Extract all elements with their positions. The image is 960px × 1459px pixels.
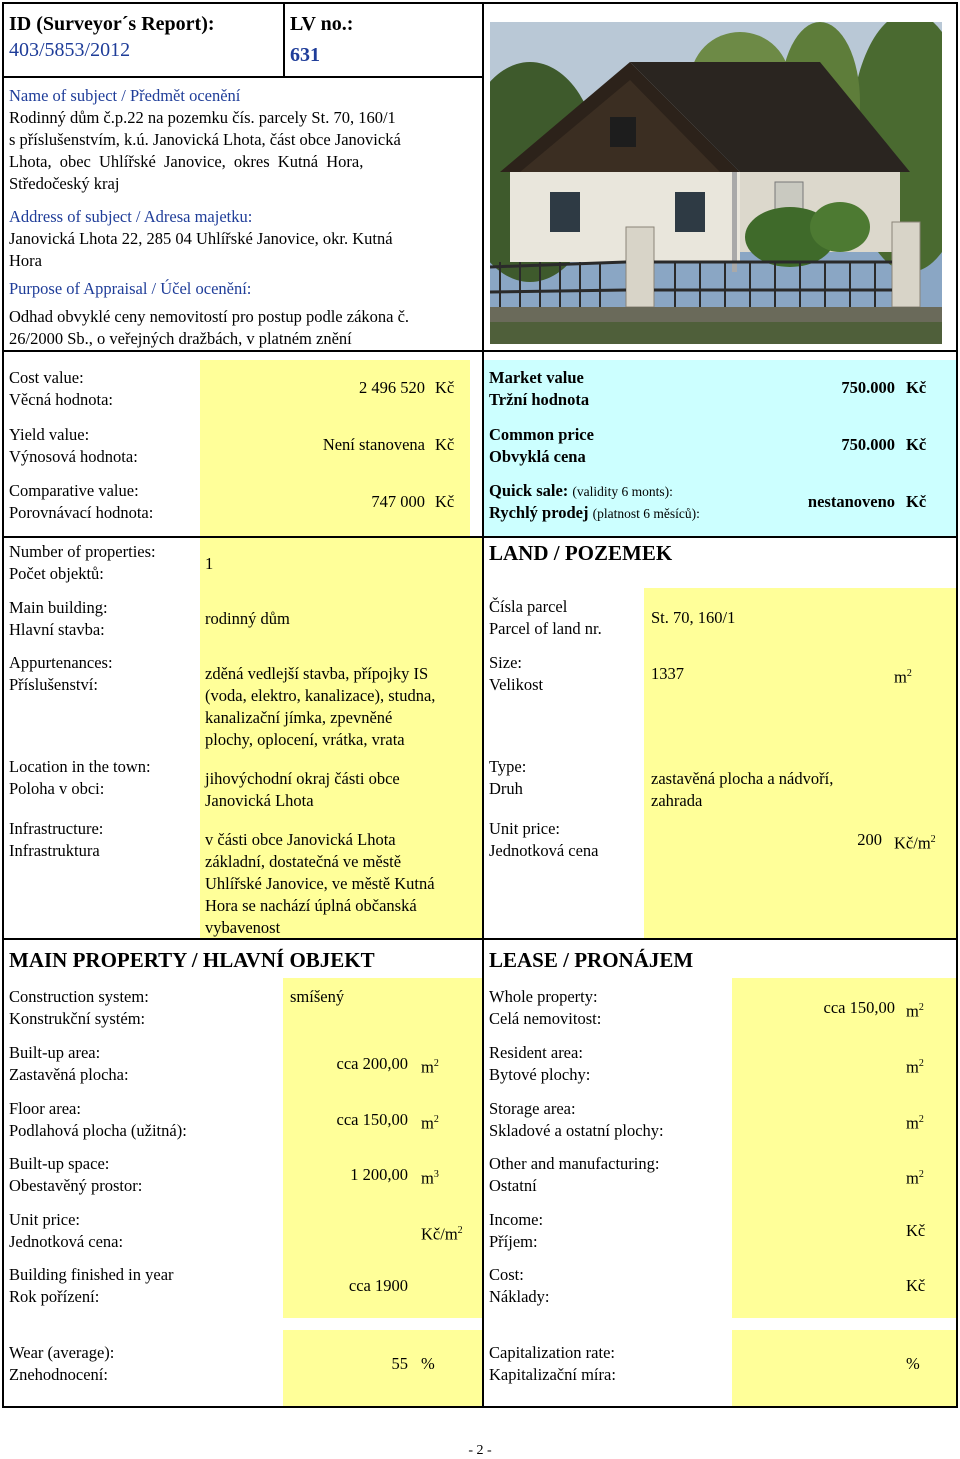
appurtenances-label-cz: Příslušenství:: [9, 675, 98, 694]
main-building-label-en: Main building:: [9, 598, 108, 617]
photo-divider: [482, 2, 484, 350]
cap-rate-label-cz: Kapitalizační míra:: [489, 1365, 616, 1384]
cost-value-unit: Kč: [435, 378, 455, 397]
parcel-value: St. 70, 160/1: [651, 608, 736, 627]
size-label-en: Size:: [489, 653, 522, 672]
lease-divider: [482, 938, 484, 1408]
subject-name-line: s příslušenstvím, k.ú. Janovická Lhota, část obce Janovická: [9, 130, 401, 149]
frame-bottom: [2, 1406, 958, 1408]
comparative-value-unit: Kč: [435, 492, 455, 511]
frame-left: [2, 2, 4, 1408]
market-value-label-cz: Tržní hodnota: [489, 390, 590, 409]
address-label: Address of subject / Adresa majetku:: [9, 207, 253, 226]
income-unit: Kč: [906, 1221, 926, 1240]
cost-label-cz: Náklady:: [489, 1287, 550, 1306]
main-object-box: [283, 978, 482, 1318]
quick-sale-title-cz: Rychlý prodej: [489, 503, 589, 522]
count-label-en: Number of properties:: [9, 542, 156, 561]
land-details-box: [644, 588, 956, 938]
finished-year-label-cz: Rok pořízení:: [9, 1287, 100, 1306]
yield-value-label-en: Yield value:: [9, 425, 90, 444]
size-value: 1337: [651, 664, 684, 683]
whole-property-unit: $m^2$: [906, 1001, 924, 1021]
infrastructure-line: Hora se nachází úplná občanská: [205, 896, 417, 915]
house-illustration: [490, 22, 942, 344]
comparative-value-label-cz: Porovnávací hodnota:: [9, 503, 154, 522]
floor-area-unit: $m^2$: [421, 1113, 439, 1133]
quick-sale-label-en: [489, 480, 673, 503]
appurtenances-line: kanalizační jímka, zpevněné: [205, 708, 393, 727]
infrastructure-label-cz: Infrastruktura: [9, 841, 100, 860]
type-line: zahrada: [651, 791, 703, 810]
built-up-space-label-en: Built-up space:: [9, 1154, 110, 1173]
whole-property-label-cz: Celá nemovitost:: [489, 1009, 602, 1028]
purpose-line: 26/2000 Sb., o veřejných dražbách, v platném znění: [9, 329, 352, 348]
header-bottom-line: [2, 76, 482, 78]
built-up-space-unit: $m^3$: [421, 1168, 439, 1188]
main-property-heading: MAIN PROPERTY / HLAVNÍ OBJEKT: [9, 948, 375, 972]
infrastructure-line: vybavenost: [205, 918, 281, 937]
appurtenances-line: zděná vedlejší stavba, přípojky IS: [205, 664, 429, 683]
lv-label: LV no.:: [290, 13, 354, 35]
construction-label-cz: Konstrukční systém:: [9, 1009, 146, 1028]
other-manufacturing-unit: $m^2$: [906, 1168, 924, 1188]
whole-property-label-en: Whole property:: [489, 987, 598, 1006]
location-line: Janovická Lhota: [205, 791, 314, 810]
built-up-area-unit: $m^2$: [421, 1057, 439, 1077]
subject-name-line: Středočeský kraj: [9, 174, 120, 193]
storage-area-label-en: Storage area:: [489, 1099, 576, 1118]
location-line: jihovýchodní okraj části obce: [205, 769, 400, 788]
income-label-en: Income:: [489, 1210, 544, 1229]
wear-label-en: Wear (average):: [9, 1343, 115, 1362]
quick-sale-unit: Kč: [906, 492, 927, 511]
infrastructure-line: základní, dostatečná ve městě: [205, 852, 402, 871]
subject-name-line: Rodinný dům č.p.22 na pozemku čís. parcely St. 70, 160/1: [9, 108, 396, 127]
resident-area-label-cz: Bytové plochy:: [489, 1065, 591, 1084]
floor-area-label-en: Floor area:: [9, 1099, 81, 1118]
lease-heading: LEASE / PRONÁJEM: [489, 948, 694, 972]
frame-top: [2, 2, 958, 4]
market-value-unit: Kč: [906, 378, 927, 397]
address-line: Janovická Lhota 22, 285 04 Uhlířské Janovice, okr. Kutná: [9, 229, 393, 248]
resident-area-unit: $m^2$: [906, 1057, 924, 1077]
values-top-line: [2, 350, 958, 352]
cap-box: [732, 1330, 956, 1406]
yield-value-unit: Kč: [435, 435, 455, 454]
yield-value-amount: Není stanovena: [322, 435, 425, 454]
common-price-label-en: Common price: [489, 425, 594, 444]
finished-year-label-en: Building finished in year: [9, 1265, 174, 1284]
built-up-area-value: cca 200,00: [336, 1054, 408, 1073]
appurtenances-line: plochy, oplocení, vrátka, vrata: [205, 730, 405, 749]
cap-rate-label-en: Capitalization rate:: [489, 1343, 615, 1362]
size-unit: $m^2$: [894, 667, 912, 687]
comparative-value-label-en: Comparative value:: [9, 481, 139, 500]
subject-name-line: Lhota, obec Uhlířské Janovice, okres Kutná Hora,: [9, 152, 364, 171]
report-id-value: 403/5853/2012: [9, 39, 131, 61]
size-label-cz: Velikost: [489, 675, 544, 694]
main-building-value: rodinný dům: [205, 609, 290, 628]
floor-area-value: cca 150,00: [336, 1110, 408, 1129]
land-divider: [482, 536, 484, 938]
type-label-cz: Druh: [489, 779, 523, 798]
construction-value: smíšený: [290, 987, 345, 1006]
finished-year-value: cca 1900: [348, 1276, 408, 1295]
header-divider: [283, 2, 285, 76]
page-number: - 2 -: [468, 1443, 492, 1458]
appurtenances-label-en: Appurtenances:: [9, 653, 113, 672]
parcel-label-en: Parcel of land nr.: [489, 619, 602, 638]
parcel-label-cz: Čísla parcel: [489, 597, 568, 616]
construction-label-en: Construction system:: [9, 987, 149, 1006]
common-price-label-cz: Obvyklá cena: [489, 447, 586, 466]
quick-sale-label-cz: [489, 502, 700, 525]
unit-price-label-en: Unit price:: [489, 819, 561, 838]
whole-property-value: cca 150,00: [823, 998, 895, 1017]
built-up-space-label-cz: Obestavěný prostor:: [9, 1176, 143, 1195]
location-label-en: Location in the town:: [9, 757, 151, 776]
built-up-area-label-cz: Zastavěná plocha:: [9, 1065, 129, 1084]
cost-value-label-cz: Věcná hodnota:: [9, 390, 114, 409]
storage-area-label-cz: Skladové a ostatní plochy:: [489, 1121, 664, 1140]
infrastructure-line: v části obce Janovická Lhota: [205, 830, 396, 849]
land-heading: LAND / POZEMEK: [489, 541, 673, 565]
resident-area-label-en: Resident area:: [489, 1043, 583, 1062]
infrastructure-label-en: Infrastructure:: [9, 819, 104, 838]
built-up-space-value: 1 200,00: [350, 1165, 408, 1184]
purpose-label: Purpose of Appraisal / Účel ocenění:: [9, 279, 252, 298]
unit-price-label-cz: Jednotková cena: [489, 841, 599, 860]
quick-sale-amount: nestanoveno: [807, 492, 895, 511]
yield-value-label-cz: Výnosová hodnota:: [9, 447, 138, 466]
quick-sale-title: Quick sale:: [489, 481, 569, 500]
main-unit-price-label-en: Unit price:: [9, 1210, 81, 1229]
common-price-unit: Kč: [906, 435, 927, 454]
other-manufacturing-label-en: Other and manufacturing:: [489, 1154, 660, 1173]
common-price-amount: 750.000: [841, 435, 895, 454]
main-building-label-cz: Hlavní stavba:: [9, 620, 105, 639]
cap-rate-unit: %: [906, 1354, 920, 1373]
wear-value: 55: [391, 1354, 408, 1373]
appurtenances-line: (voda, elektro, kanalizace), studna,: [205, 686, 436, 705]
location-label-cz: Poloha v obci:: [9, 779, 105, 798]
wear-label-cz: Znehodnocení:: [9, 1365, 108, 1384]
cost-value-label-en: Cost value:: [9, 368, 84, 387]
quick-sale-note-cz: (platnost 6 měsíců):: [592, 506, 700, 521]
market-value-label-en: Market value: [489, 368, 584, 387]
subject-name-label: Name of subject / Předmět ocenění: [9, 86, 241, 105]
cost-unit: Kč: [906, 1276, 926, 1295]
infrastructure-line: Uhlířské Janovice, ve městě Kutná: [205, 874, 435, 893]
count-value: 1: [205, 554, 214, 573]
lease-box: [732, 978, 956, 1318]
main-unit-price-label-cz: Jednotková cena:: [9, 1232, 124, 1251]
unit-price-unit: $Kč/m^2$: [894, 833, 936, 853]
market-value-amount: 750.000: [841, 378, 895, 397]
wear-unit: %: [421, 1354, 435, 1373]
other-manufacturing-label-cz: Ostatní: [489, 1176, 537, 1195]
lv-value: 631: [290, 44, 320, 66]
cost-value-amount: 2 496 520: [359, 378, 425, 397]
storage-area-unit: $m^2$: [906, 1113, 924, 1133]
type-label-en: Type:: [489, 757, 527, 776]
address-line: Hora: [9, 251, 42, 270]
property-photo: [490, 22, 942, 344]
purpose-line: Odhad obvyklé ceny nemovitostí pro postup podle zákona č.: [9, 307, 410, 326]
income-label-cz: Příjem:: [489, 1232, 538, 1251]
frame-right: [956, 2, 958, 1408]
unit-price-value: 200: [857, 830, 882, 849]
count-label-cz: Počet objektů:: [9, 564, 104, 583]
type-line: zastavěná plocha a nádvoří,: [651, 769, 834, 788]
comparative-value-amount: 747 000: [371, 492, 425, 511]
built-up-area-label-en: Built-up area:: [9, 1043, 101, 1062]
main-unit-price-unit: $Kč/m^2$: [421, 1224, 463, 1244]
main-object-top-line: [2, 938, 958, 940]
cost-label-en: Cost:: [489, 1265, 524, 1284]
quick-sale-note: (validity 6 monts):: [572, 484, 673, 499]
report-id-label: ID (Surveyor´s Report):: [9, 13, 215, 35]
floor-area-label-cz: Podlahová plocha (užitná):: [9, 1121, 187, 1140]
